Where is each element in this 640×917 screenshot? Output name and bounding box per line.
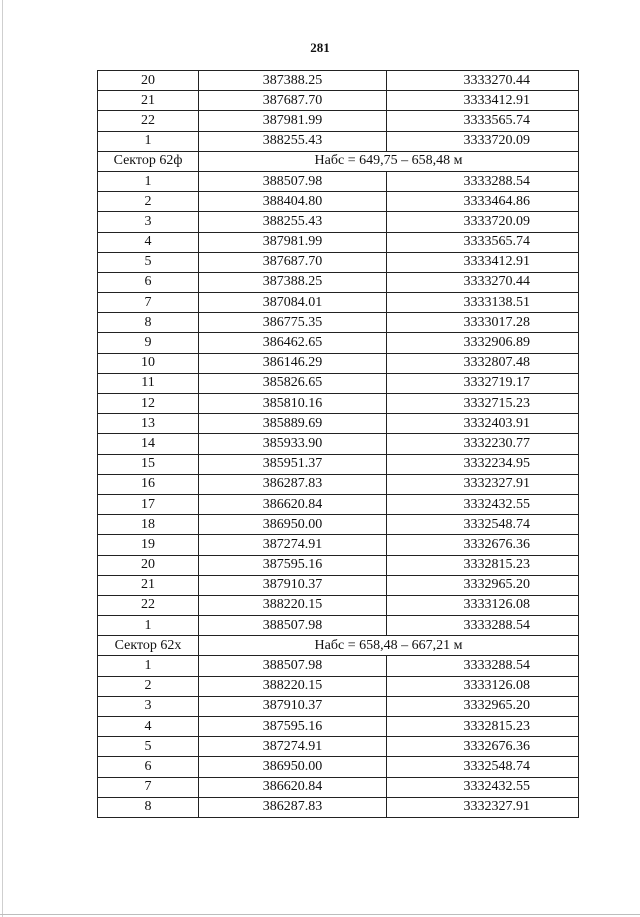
x-coordinate-cell: 387595.16 — [199, 717, 387, 737]
x-coordinate-cell: 387981.99 — [199, 232, 387, 252]
y-coordinate-cell: 3333270.44 — [387, 272, 579, 292]
y-coordinate-cell: 3332403.91 — [387, 414, 579, 434]
point-number-cell: 2 — [98, 676, 199, 696]
point-number-cell: 8 — [98, 313, 199, 333]
y-coordinate-cell: 3332815.23 — [387, 555, 579, 575]
table-row — [98, 212, 579, 232]
x-coordinate-cell: 387388.25 — [199, 71, 387, 91]
x-coordinate-cell: 386287.83 — [199, 474, 387, 494]
point-number-cell: 3 — [98, 696, 199, 716]
x-coordinate-cell: 387981.99 — [199, 111, 387, 131]
point-number-cell: 1 — [98, 131, 199, 151]
table-row — [98, 696, 579, 716]
x-coordinate-cell: 386462.65 — [199, 333, 387, 353]
point-number-cell: 21 — [98, 575, 199, 595]
x-coordinate-cell: 386775.35 — [199, 313, 387, 333]
x-coordinate-cell: 388404.80 — [199, 192, 387, 212]
table-row — [98, 797, 579, 817]
y-coordinate-cell: 3332719.17 — [387, 373, 579, 393]
x-coordinate-cell: 386146.29 — [199, 353, 387, 373]
y-coordinate-cell: 3333126.08 — [387, 676, 579, 696]
point-number-cell: 2 — [98, 192, 199, 212]
point-number-cell: 18 — [98, 515, 199, 535]
x-coordinate-cell: 388255.43 — [199, 212, 387, 232]
table-row — [98, 252, 579, 272]
table-row — [98, 232, 579, 252]
x-coordinate-cell: 387274.91 — [199, 535, 387, 555]
page-edge-left — [2, 0, 3, 917]
page-edge-bottom — [0, 914, 640, 915]
x-coordinate-cell: 385810.16 — [199, 394, 387, 414]
table-row — [98, 373, 579, 393]
point-number-cell: 4 — [98, 232, 199, 252]
sector-name: Сектор 62ф — [98, 151, 199, 171]
y-coordinate-cell: 3332230.77 — [387, 434, 579, 454]
x-coordinate-cell: 386950.00 — [199, 757, 387, 777]
table-row — [98, 293, 579, 313]
point-number-cell: 1 — [98, 616, 199, 636]
y-coordinate-cell: 3332327.91 — [387, 474, 579, 494]
table-row — [98, 91, 579, 111]
x-coordinate-cell: 387388.25 — [199, 272, 387, 292]
x-coordinate-cell: 386287.83 — [199, 797, 387, 817]
x-coordinate-cell: 388220.15 — [199, 676, 387, 696]
x-coordinate-cell: 386620.84 — [199, 777, 387, 797]
coordinates-table — [97, 70, 579, 818]
point-number-cell: 11 — [98, 373, 199, 393]
y-coordinate-cell: 3332432.55 — [387, 494, 579, 514]
x-coordinate-cell: 387910.37 — [199, 696, 387, 716]
point-number-cell: 14 — [98, 434, 199, 454]
table-row — [98, 656, 579, 676]
y-coordinate-cell: 3332965.20 — [387, 575, 579, 595]
table-row — [98, 515, 579, 535]
y-coordinate-cell: 3333565.74 — [387, 232, 579, 252]
point-number-cell: 19 — [98, 535, 199, 555]
y-coordinate-cell: 3333288.54 — [387, 616, 579, 636]
y-coordinate-cell: 3333138.51 — [387, 293, 579, 313]
y-coordinate-cell: 3332548.74 — [387, 757, 579, 777]
table-row — [98, 575, 579, 595]
page-number: 281 — [310, 40, 330, 55]
y-coordinate-cell: 3333565.74 — [387, 111, 579, 131]
x-coordinate-cell: 387274.91 — [199, 737, 387, 757]
table-row — [98, 353, 579, 373]
y-coordinate-cell: 3333412.91 — [387, 252, 579, 272]
sector-header-row — [98, 151, 579, 171]
y-coordinate-cell: 3332234.95 — [387, 454, 579, 474]
coordinates-table-body — [98, 71, 579, 818]
point-number-cell: 22 — [98, 595, 199, 615]
x-coordinate-cell: 388507.98 — [199, 656, 387, 676]
table-row — [98, 474, 579, 494]
y-coordinate-cell: 3332807.48 — [387, 353, 579, 373]
point-number-cell: 22 — [98, 111, 199, 131]
point-number-cell: 17 — [98, 494, 199, 514]
y-coordinate-cell: 3332676.36 — [387, 535, 579, 555]
x-coordinate-cell: 388220.15 — [199, 595, 387, 615]
y-coordinate-cell: 3332965.20 — [387, 696, 579, 716]
point-number-cell: 5 — [98, 252, 199, 272]
y-coordinate-cell: 3333126.08 — [387, 595, 579, 615]
table-row — [98, 494, 579, 514]
x-coordinate-cell: 387910.37 — [199, 575, 387, 595]
point-number-cell: 5 — [98, 737, 199, 757]
table-row — [98, 333, 579, 353]
table-row — [98, 71, 579, 91]
point-number-cell: 6 — [98, 757, 199, 777]
table-row — [98, 111, 579, 131]
point-number-cell: 1 — [98, 656, 199, 676]
table-row — [98, 616, 579, 636]
point-number-cell: 8 — [98, 797, 199, 817]
x-coordinate-cell: 386950.00 — [199, 515, 387, 535]
table-row — [98, 394, 579, 414]
y-coordinate-cell: 3332432.55 — [387, 777, 579, 797]
table-row — [98, 777, 579, 797]
y-coordinate-cell: 3333288.54 — [387, 656, 579, 676]
point-number-cell: 20 — [98, 71, 199, 91]
sector-header-row — [98, 636, 579, 656]
table-row — [98, 555, 579, 575]
point-number-cell: 12 — [98, 394, 199, 414]
y-coordinate-cell: 3333017.28 — [387, 313, 579, 333]
y-coordinate-cell: 3333720.09 — [387, 212, 579, 232]
table-row — [98, 414, 579, 434]
y-coordinate-cell: 3332548.74 — [387, 515, 579, 535]
table-row — [98, 737, 579, 757]
table-row — [98, 434, 579, 454]
table-row — [98, 535, 579, 555]
x-coordinate-cell: 387595.16 — [199, 555, 387, 575]
table-row — [98, 676, 579, 696]
x-coordinate-cell: 387084.01 — [199, 293, 387, 313]
x-coordinate-cell: 387687.70 — [199, 91, 387, 111]
table-row — [98, 313, 579, 333]
sector-name: Сектор 62х — [98, 636, 199, 656]
point-number-cell: 1 — [98, 171, 199, 191]
y-coordinate-cell: 3332906.89 — [387, 333, 579, 353]
y-coordinate-cell: 3333464.86 — [387, 192, 579, 212]
elevation-range: Набс = 649,75 – 658,48 м — [199, 151, 579, 171]
y-coordinate-cell: 3333412.91 — [387, 91, 579, 111]
point-number-cell: 4 — [98, 717, 199, 737]
x-coordinate-cell: 388507.98 — [199, 616, 387, 636]
point-number-cell: 13 — [98, 414, 199, 434]
table-row — [98, 454, 579, 474]
table-row — [98, 272, 579, 292]
point-number-cell: 10 — [98, 353, 199, 373]
y-coordinate-cell: 3332815.23 — [387, 717, 579, 737]
x-coordinate-cell: 385933.90 — [199, 434, 387, 454]
point-number-cell: 7 — [98, 293, 199, 313]
x-coordinate-cell: 385951.37 — [199, 454, 387, 474]
point-number-cell: 6 — [98, 272, 199, 292]
table-row — [98, 595, 579, 615]
point-number-cell: 20 — [98, 555, 199, 575]
y-coordinate-cell: 3333720.09 — [387, 131, 579, 151]
y-coordinate-cell: 3332676.36 — [387, 737, 579, 757]
x-coordinate-cell: 388255.43 — [199, 131, 387, 151]
x-coordinate-cell: 388507.98 — [199, 171, 387, 191]
point-number-cell: 9 — [98, 333, 199, 353]
table-row — [98, 717, 579, 737]
y-coordinate-cell: 3333288.54 — [387, 171, 579, 191]
x-coordinate-cell: 387687.70 — [199, 252, 387, 272]
table-row — [98, 171, 579, 191]
point-number-cell: 21 — [98, 91, 199, 111]
point-number-cell: 16 — [98, 474, 199, 494]
point-number-cell: 15 — [98, 454, 199, 474]
table-row — [98, 131, 579, 151]
y-coordinate-cell: 3332715.23 — [387, 394, 579, 414]
x-coordinate-cell: 386620.84 — [199, 494, 387, 514]
y-coordinate-cell: 3333270.44 — [387, 71, 579, 91]
y-coordinate-cell: 3332327.91 — [387, 797, 579, 817]
x-coordinate-cell: 385889.69 — [199, 414, 387, 434]
point-number-cell: 3 — [98, 212, 199, 232]
table-row — [98, 757, 579, 777]
table-row — [98, 192, 579, 212]
point-number-cell: 7 — [98, 777, 199, 797]
elevation-range: Набс = 658,48 – 667,21 м — [199, 636, 579, 656]
x-coordinate-cell: 385826.65 — [199, 373, 387, 393]
